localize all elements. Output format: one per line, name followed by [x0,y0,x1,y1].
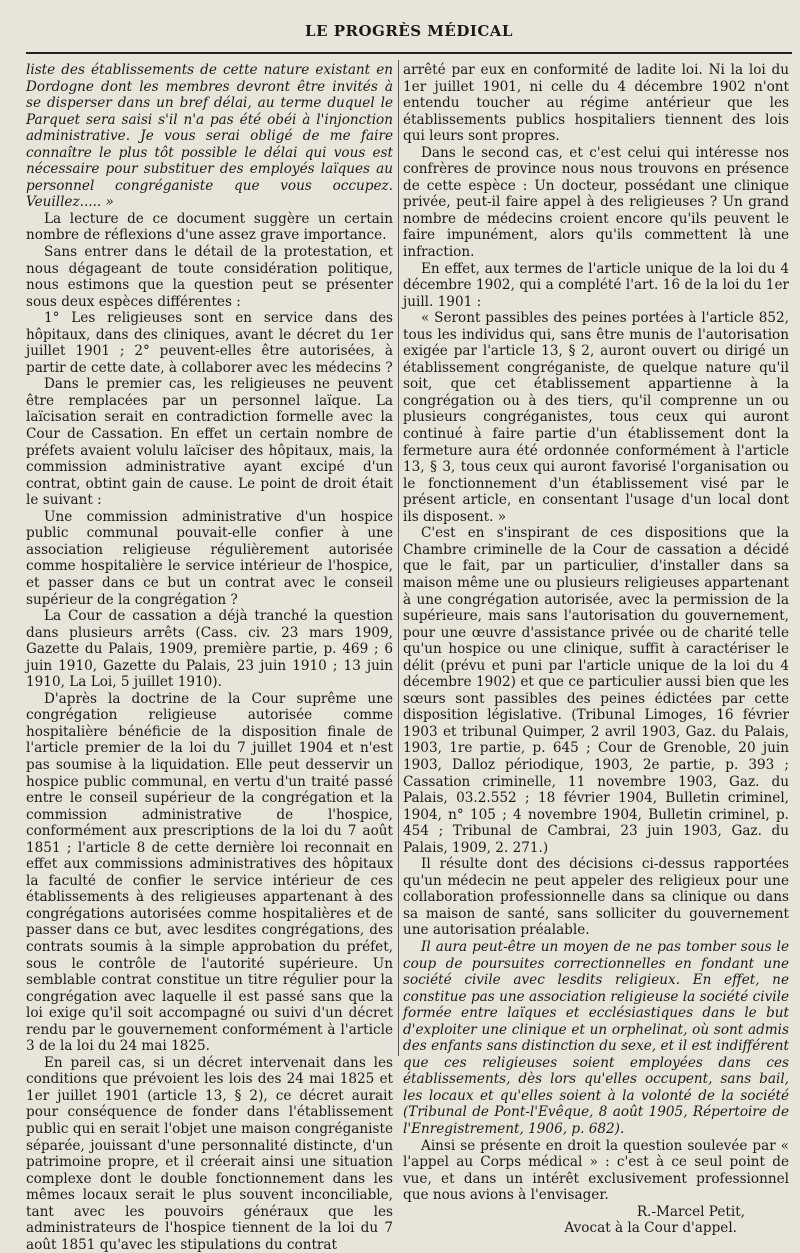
right-paragraph-1: Dans le second cas, et c'est celui qui intéresse nos confrères de province nous nous trouvons en présence de cette espèce : Un docteur, possédant une clinique privée, peut-il faire appel à des religieuses ? Un grand nombre de médecins croient encore qu'ils peuvent le faire impunément, alors qu'ils commettent là une infraction. [403,144,789,261]
left-paragraph-7: D'après la doctrine de la Cour suprême une congrégation religieuse autorisée comme hospitalière bénéficie de la disposition finale de l'article premier de la loi du 7 juillet 1904 et n'est pas soumise à la liquidation. Elle peut desservir un hospice public communal, en vertu d'un traité passé entre le conseil supérieur de la congrégation et la commission administrative de l'hospice, conformément aux prescriptions de la loi du 7 août 1851 ; l'article 8 de cette dernière loi reconnait en effet aux commissions administratives des hôpitaux la faculté de confier le service intérieur de ces établissements à des religieuses appartenant à des congrégations autorisées comme hospitalières et de passer dans ce but, avec lesdites congrégations, des contrats soumis à la simple approbation du préfet, sous le contrôle de l'autorité supérieure. Un semblable contrat constitue un titre régulier pour la congrégation avec laquelle il est passé sans que la loi exige qu'il soit accompagné ou suivi d'un décret rendu par le gouvernement conformément à l'article 3 de la loi du 24 mai 1825. [26,690,393,1055]
column-divider [398,60,399,1056]
left-column [26,62,393,1253]
right-paragraph-3: « Seront passibles des peines portées à l'article 852, tous les individus qui, sans être munis de l'autorisation exigée par l'article 13, § 2, auront ouvert ou dirigé un établissement congréganiste, de quelque nature qu'il soit, que cet établissement appartienne à la congrégation ou à des tiers, qu'il comprenne un ou plusieurs congréganistes, tous ceux qui auront continué à faire partie d'un établissement dont la fermeture aura été ordonnée conformément à l'article 13, § 3, tous ceux qui auront favorisé l'organisation ou le fonctionnement d'un établissement visé par le présent article, en consentant l'usage d'un local dont ils disposent. » [403,310,789,525]
left-paragraph-3: 1° Les religieuses sont en service dans des hôpitaux, dans des cliniques, avant le décret du 1er juillet 1901 ; 2° peuvent-elles être autorisées, à partir de cette date, à collaborer avec les médecins ? [26,310,393,376]
left-paragraph-8: En pareil cas, si un décret intervenait dans les conditions que prévoient les lois des 24 mai 1825 et 1er juillet 1901 (article 13, § 2), ce décret aurait pour conséquence de fonder dans l'établissement public qui en serait l'objet une maison congréganiste séparée, jouissant d'une personnalité distincte, d'un patrimoine propre, et il créerait ainsi une situation complexe dont le double fonctionnement dans les mêmes locaux serait le plus souvent inconciliable, tant avec les pouvoirs généraux que les administrateurs de l'hospice tiennent de la loi du 7 août 1851 qu'avec les stipulations du contrat [26,1054,393,1253]
right-paragraph-5: Il résulte dont des décisions ci-dessus rapportées qu'un médecin ne peut appeler des religieux pour une collaboration professionnelle dans sa clinique ou dans sa maison de santé, sans solliciter du gouvernement une autorisation préalable. [403,856,789,939]
right-paragraph-7: Ainsi se présente en droit la question soulevée par « l'appel au Corps médical » : c'est à ce seul point de vue, et dans un intérêt exclusivement professionnel que nous avions à l'envisager. [403,1137,789,1204]
right-paragraph-4: C'est en s'inspirant de ces dispositions que la Chambre criminelle de la Cour de cassation a décidé que le fait, par un particulier, d'installer dans sa maison même une ou plusieurs religieuses appartenant à une congrégation autorisée, avec la permission de la supérieure, mais sans l'autorisation du gouvernement, pour une œuvre d'assistance privée ou de charité telle qu'un hospice ou une clinique, suffit à caractériser le délit (prévu et puni par l'article unique de la loi du 4 décembre 1902) et que ce particulier aussi bien que les sœurs sont passibles des peines édictées par cette disposition législative. (Tribunal Limoges, 16 février 1903 et tribunal Quimper, 2 avril 1903, Gaz. du Palais, 1903, 1re partie, p. 645 ; Cour de Grenoble, 20 juin 1903, Dalloz périodique, 1903, 2e partie, p. 393 ; Cassation criminelle, 11 novembre 1903, Gaz. du Palais, 03.2.552 ; 18 février 1904, Bulletin criminel, 1904, n° 105 ; 4 novembre 1904, Bulletin criminel, p. 454 ; Tribunal de Cambrai, 23 juin 1903, Gaz. du Palais, 1909, 2. 271.) [403,525,789,856]
right-paragraph-0: arrêté par eux en conformité de ladite loi. Ni la loi du 1er juillet 1901, ni celle du 4 décembre 1902 n'ont entendu toucher au régime antérieur que les établissements publics hospitaliers tiennent des lois qui leurs sont propres. [403,62,789,145]
left-paragraph-6: La Cour de cassation a déjà tranché la question dans plusieurs arrêts (Cass. civ. 23 mars 1909, Gazette du Palais, 1909, première partie, p. 469 ; 6 juin 1910, Gazette du Palais, 23 juin 1910 ; 13 juin 1910, La Loi, 5 juillet 1910). [26,608,393,691]
right-column [403,62,789,1237]
right-paragraph-6: Il aura peut-être un moyen de ne pas tomber sous le coup de poursuites correctionnelles en fondant une société civile avec lesdits religieux. En effet, ne constitue pas une association religieuse la société civile formée entre laïques et ecclésiastiques dans le but d'exploiter une clinique et un orphelinat, où sont admis des enfants sans distinction du sexe, et il est indifférent que ces religieuses soient employées dans ces établissements, dès lors qu'elles occupent, sans bail, les locaux et qu'elles soient à la volonté de la société (Tribunal de Pont-l'Evêque, 8 août 1905, Répertoire de l'Enregistrement, 1906, p. 682). [403,938,789,1137]
journal-title: LE PROGRÈS MÉDICAL [305,22,513,40]
left-paragraph-1: La lecture de ce document suggère un certain nombre de réflexions d'une assez grave importance. [26,210,393,244]
left-paragraph-2: Sans entrer dans le détail de la protestation, et nous dégageant de toute considération politique, nous estimons que la question peut se présenter sous deux espèces différentes : [26,244,393,310]
author-title: Avocat à la Cour d'appel. [564,1220,737,1237]
author-signature: R.-Marcel Petit, [636,1203,745,1220]
header-rule [26,52,792,54]
left-paragraph-quote-end: liste des établissements de cette nature existant en Dordogne dont les membres devront être invités à se disperser dans un bref délai, au terme duquel le Parquet sera saisi s'il n'a pas été obéi à l'injonction administrative. Je vous serai obligé de me faire connaître le plus tôt possible le délai qui vous est nécessaire pour substituer des employés laïques au personnel congréganiste que vous occupez. Veuillez..... » [26,62,393,211]
left-paragraph-5: Une commission administrative d'un hospice public communal pouvait-elle confier à une association religieuse régulièrement autorisée comme hospitalière le service intérieur de l'hospice, et passer dans ce but un contrat avec le conseil supérieur de la congrégation ? [26,508,393,608]
right-paragraph-2: En effet, aux termes de l'article unique de la loi du 4 décembre 1902, qui a complété l'art. 16 de la loi du 1er juill. 1901 : [403,260,789,310]
left-paragraph-4: Dans le premier cas, les religieuses ne peuvent être remplacées par un personnel laïque. La laïcisation serait en contradiction formelle avec la Cour de Cassation. En effet un certain nombre de préfets avaient volulu laïciser des hôpitaux, mais, la commission administrative ayant excipé d'un contrat, obtint gain de cause. Le point de droit était le suivant : [26,376,393,509]
